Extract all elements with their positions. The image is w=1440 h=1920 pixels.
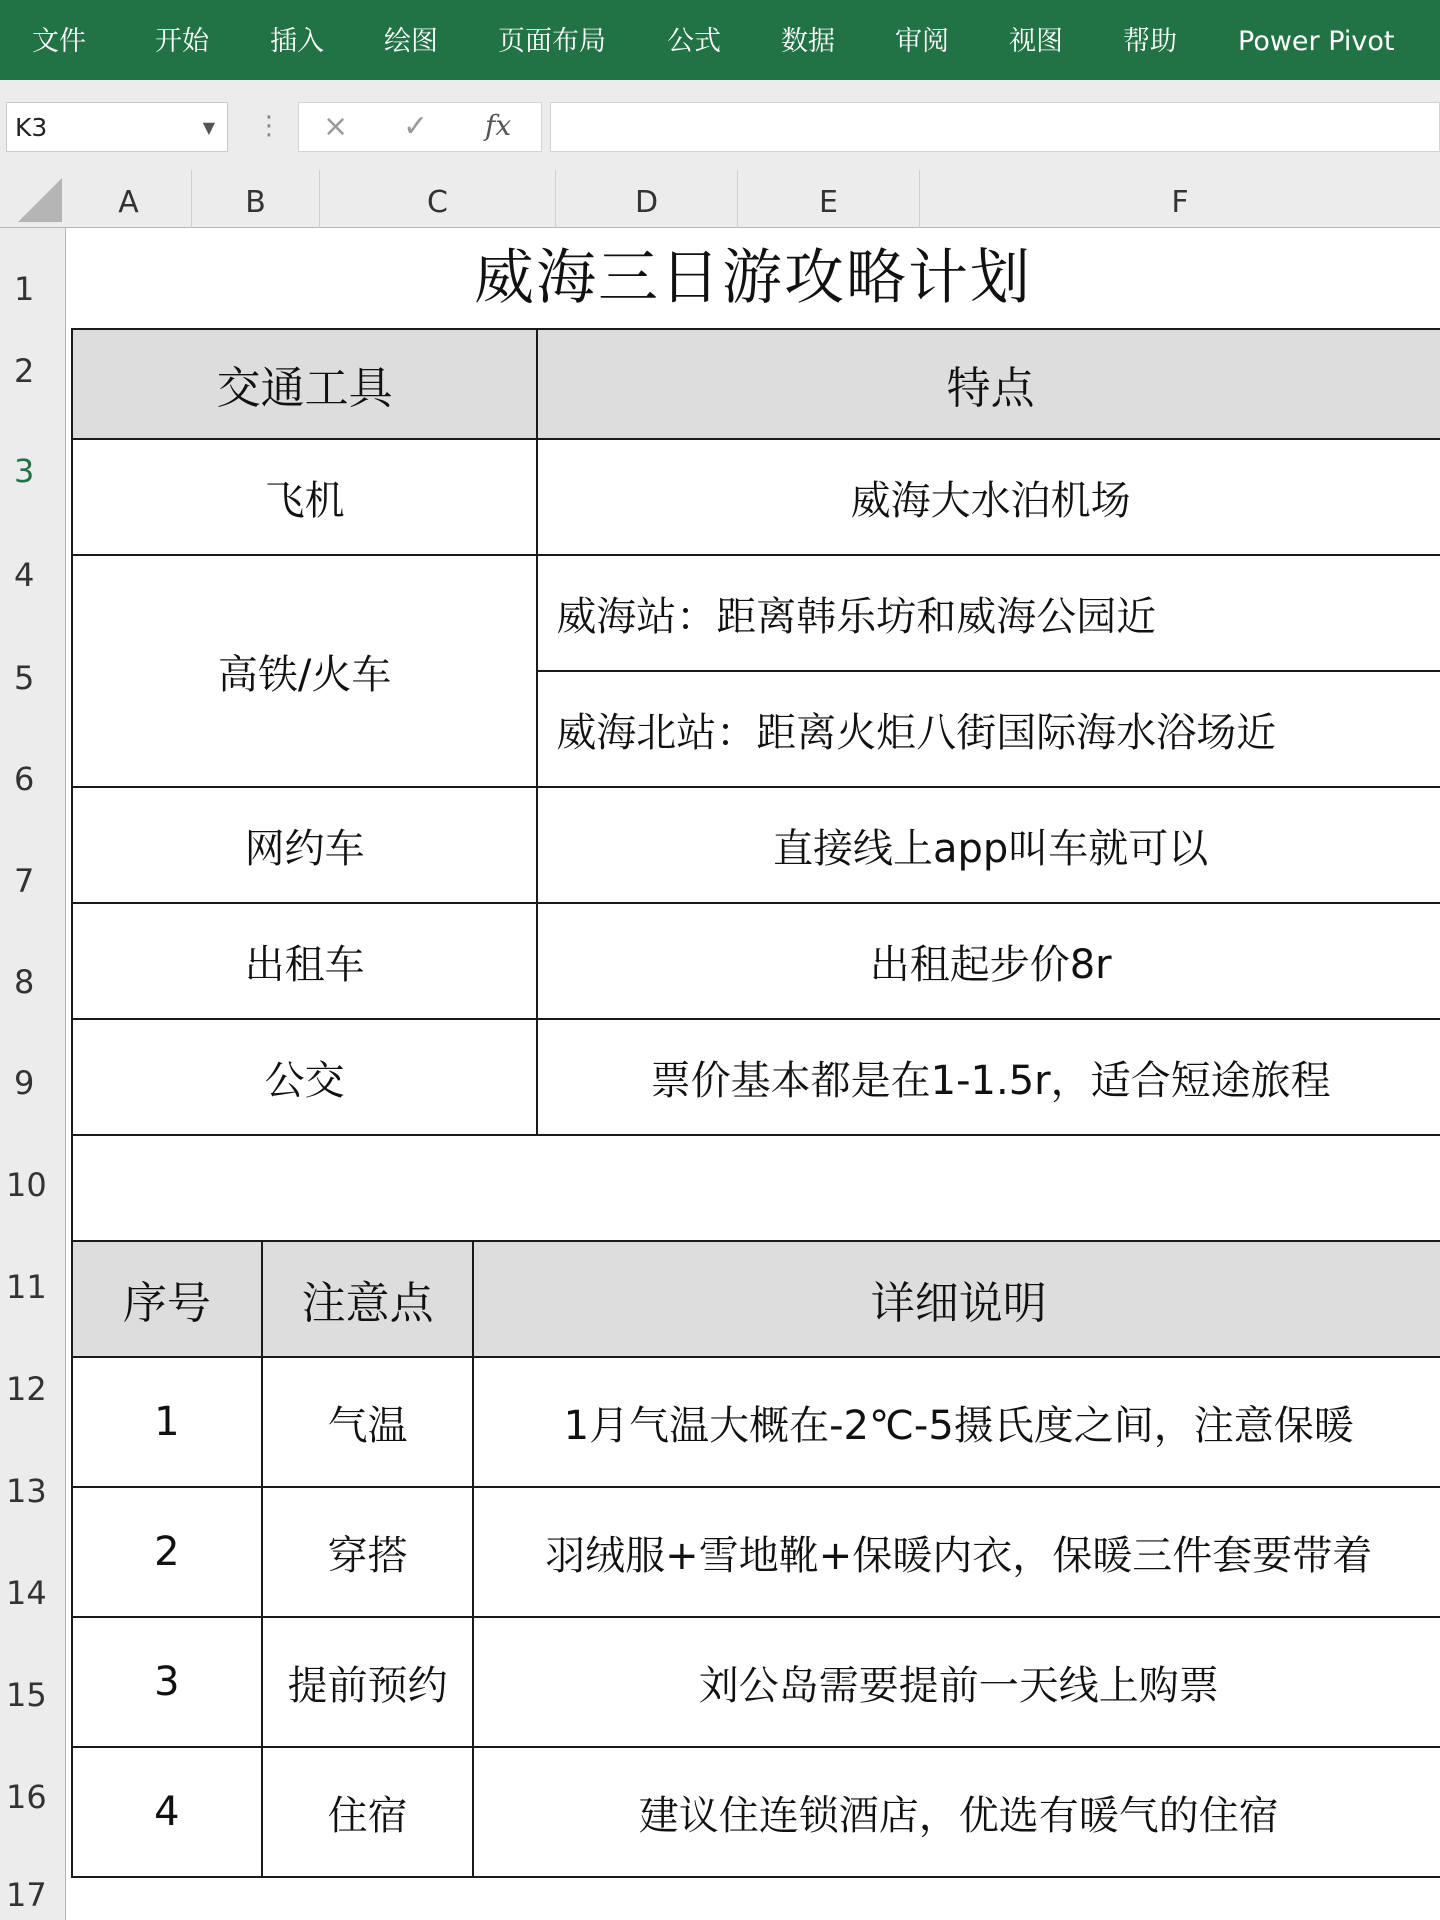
chevron-down-icon[interactable]: ▼ [202,118,215,137]
cell-mode[interactable]: 出租车 [72,903,537,1019]
column-header-d[interactable]: D [556,170,738,228]
row-header-10[interactable]: 10 [6,1166,47,1204]
table-row [72,1747,1440,1877]
row-header-5[interactable]: 5 [14,659,35,697]
formula-buttons [298,102,542,152]
column-header-b[interactable]: B [192,170,320,228]
cell-detail[interactable]: 1月气温大概在-2℃-5摄氏度之间，注意保暖 [473,1357,1440,1487]
table-row [72,1487,1440,1617]
row-header-8[interactable]: 8 [14,963,35,1001]
row-header-9[interactable]: 9 [14,1064,35,1102]
row-header-4[interactable]: 4 [14,556,35,594]
header-cell-mode[interactable]: 交通工具 [72,329,537,439]
empty-row-10[interactable] [71,1133,1440,1240]
cell-feature[interactable]: 直接线上app叫车就可以 [537,787,1440,903]
header-cell-features[interactable]: 特点 [537,329,1440,439]
row-header-1[interactable]: 1 [14,270,35,308]
cell-mode[interactable]: 高铁/火车 [72,555,537,787]
row-header-16[interactable]: 16 [6,1778,47,1816]
column-header-e[interactable]: E [738,170,920,228]
tab-draw[interactable]: 绘图 [384,26,438,57]
column-header-a[interactable]: A [66,170,192,228]
table-row [72,555,1440,671]
cell-feature[interactable]: 威海北站：距离火炬八街国际海水浴场近 [537,671,1440,787]
enter-icon[interactable]: ✓ [403,109,429,144]
cell-mode[interactable]: 飞机 [72,439,537,555]
column-header-f[interactable]: F [1171,185,1189,220]
cell-mode[interactable]: 网约车 [72,787,537,903]
table-row [72,439,1440,555]
tab-page-layout[interactable]: 页面布局 [498,26,606,57]
cell-mode[interactable]: 公交 [72,1019,537,1135]
table-row [72,1019,1440,1135]
tab-review[interactable]: 审阅 [895,26,949,57]
table-header-row [72,329,1440,439]
cell-detail[interactable]: 刘公岛需要提前一天线上购票 [473,1617,1440,1747]
tab-file[interactable]: 文件 [32,26,86,57]
column-headers [0,170,1440,228]
table-row [72,787,1440,903]
row-headers [0,228,66,1920]
row-header-15[interactable]: 15 [6,1676,47,1714]
notes-table [71,1240,1440,1878]
cell-no[interactable]: 1 [72,1357,262,1487]
cell-no[interactable]: 4 [72,1747,262,1877]
name-box[interactable] [6,102,228,152]
cell-no[interactable]: 3 [72,1617,262,1747]
cell-detail[interactable]: 建议住连锁酒店，优选有暖气的住宿 [473,1747,1440,1877]
table-row [72,1617,1440,1747]
formula-bar [0,80,1440,170]
table-row [72,1357,1440,1487]
row-header-6[interactable]: 6 [14,760,35,798]
cell-point[interactable]: 气温 [262,1357,474,1487]
cell-feature[interactable]: 威海大水泊机场 [537,439,1440,555]
tab-power-pivot[interactable]: Power Pivot [1238,26,1395,57]
table-row [72,903,1440,1019]
more-options-icon[interactable]: ⋮ [256,111,282,141]
row-header-13[interactable]: 13 [6,1472,47,1510]
select-all-triangle-icon [18,178,62,222]
tab-insert[interactable]: 插入 [270,26,324,57]
cancel-icon[interactable]: × [323,109,349,144]
column-header-c[interactable]: C [320,170,556,228]
cell-point[interactable]: 提前预约 [262,1617,474,1747]
tab-home[interactable]: 开始 [155,26,209,57]
ribbon-tab-bar [0,0,1440,80]
formula-input[interactable] [550,102,1440,152]
tab-data[interactable]: 数据 [781,26,835,57]
sheet-title[interactable]: 威海三日游攻略计划 [474,243,1032,313]
cell-feature[interactable]: 威海站：距离韩乐坊和威海公园近 [537,555,1440,671]
row-header-3[interactable]: 3 [14,452,35,490]
row-header-11[interactable]: 11 [6,1268,47,1306]
cell-point[interactable]: 住宿 [262,1747,474,1877]
worksheet-grid[interactable] [66,228,1440,1920]
tab-view[interactable]: 视图 [1009,26,1063,57]
insert-function-icon[interactable]: fx [485,109,512,142]
name-box-value: K3 [15,113,48,142]
row-header-12[interactable]: 12 [6,1370,47,1408]
header-cell-detail[interactable]: 详细说明 [473,1241,1440,1357]
header-cell-no[interactable]: 序号 [72,1241,262,1357]
cell-feature[interactable]: 出租起步价8r [537,903,1440,1019]
row-header-17[interactable]: 17 [6,1876,47,1914]
select-all-button[interactable] [0,170,66,228]
table-header-row [72,1241,1440,1357]
header-cell-point[interactable]: 注意点 [262,1241,474,1357]
tab-help[interactable]: 帮助 [1123,26,1177,57]
row-header-7[interactable]: 7 [14,862,35,900]
cell-feature[interactable]: 票价基本都是在1-1.5r，适合短途旅程 [537,1019,1440,1135]
cell-point[interactable]: 穿搭 [262,1487,474,1617]
tab-formulas[interactable]: 公式 [667,26,721,57]
row-header-14[interactable]: 14 [6,1574,47,1612]
transport-table [71,328,1440,1136]
cell-detail[interactable]: 羽绒服+雪地靴+保暖内衣，保暖三件套要带着 [473,1487,1440,1617]
cell-no[interactable]: 2 [72,1487,262,1617]
row-header-2[interactable]: 2 [14,352,35,390]
